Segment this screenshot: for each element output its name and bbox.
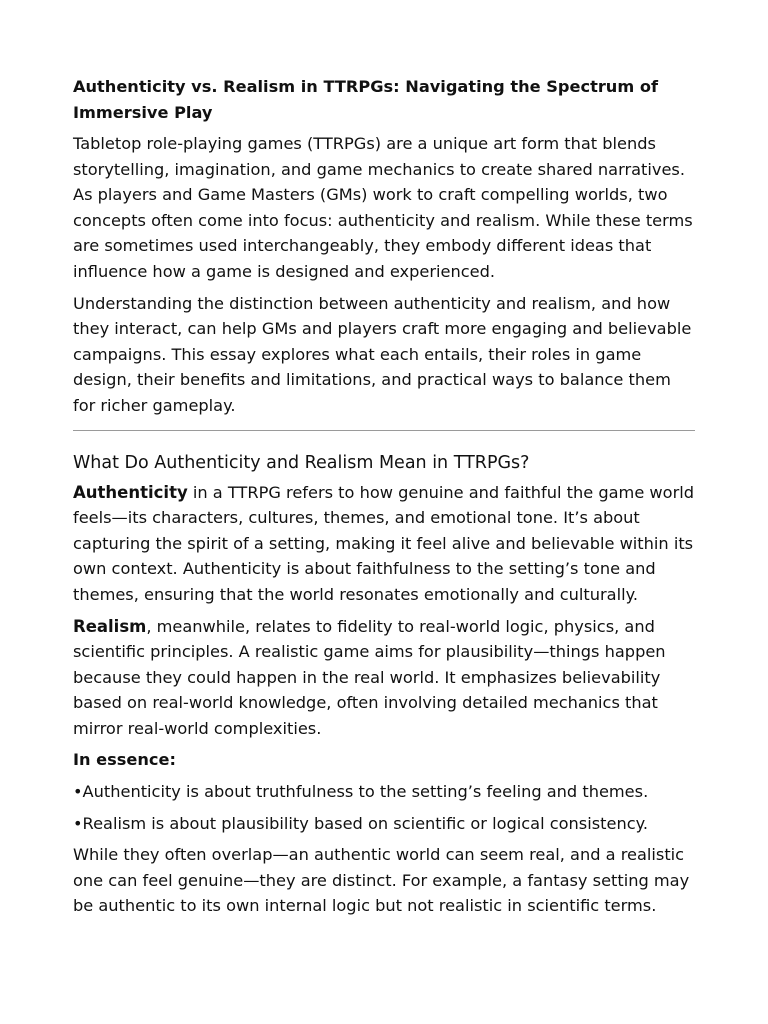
bullet-authenticity: •Authenticity is about truthfulness to the setting’s feeling and themes. — [73, 782, 649, 802]
intro-paragraph-2: Understanding the distinction between authenticity and realism, and how they interact, can help GMs and players craft more engaging and believable campaigns. This essay explores what each entails, their roles in game design, their benefits and limitations, and practical ways to balance them for richer gameplay. — [73, 293, 692, 415]
essence-label: In essence: — [73, 750, 176, 770]
realism-paragraph — [73, 614, 695, 742]
section-divider — [73, 430, 695, 431]
closing-paragraph: While they often overlap—an authentic world can seem real, and a realistic one can feel genuine—they are distinct. For example, a fantasy setting may be authentic to its own internal logic but not realistic in scientific terms. — [73, 845, 690, 916]
document-title: Authenticity vs. Realism in TTRPGs: Navigating the Spectrum of Immersive Play — [73, 77, 658, 122]
authenticity-term: Authenticity — [73, 482, 188, 502]
document-page — [73, 74, 695, 925]
realism-term: Realism — [73, 616, 147, 636]
realism-text: , meanwhile, relates to fidelity to real-world logic, physics, and scientific principles. A realistic game aims for plausibility—things happen because they could happen in the real world. It emphasizes believability based on real-world knowledge, often involving detailed mechanics that mirror real-world complexities. — [73, 616, 666, 738]
bullet-realism: •Realism is about plausibility based on scientific or logical consistency. — [73, 813, 649, 833]
intro-paragraph-1: Tabletop role-playing games (TTRPGs) are a unique art form that blends storytelling, imagination, and game mechanics to create shared narratives. As players and Game Masters (GMs) work to craft compelling worlds, two concepts often come into focus: authenticity and realism. While these terms are sometimes used interchangeably, they embody different ideas that influence how a game is designed and experienced. — [73, 134, 693, 281]
authenticity-text: in a TTRPG refers to how genuine and faithful the game world feels—its characters, cultures, themes, and emotional tone. It’s about capturing the spirit of a setting, making it feel alive and believable within its own context. Authenticity is about faithfulness to the setting’s tone and themes, ensuring that the world resonates emotionally and culturally. — [73, 482, 695, 604]
authenticity-paragraph — [73, 480, 695, 608]
section-heading: What Do Authenticity and Realism Mean in TTRPGs? — [73, 452, 530, 473]
